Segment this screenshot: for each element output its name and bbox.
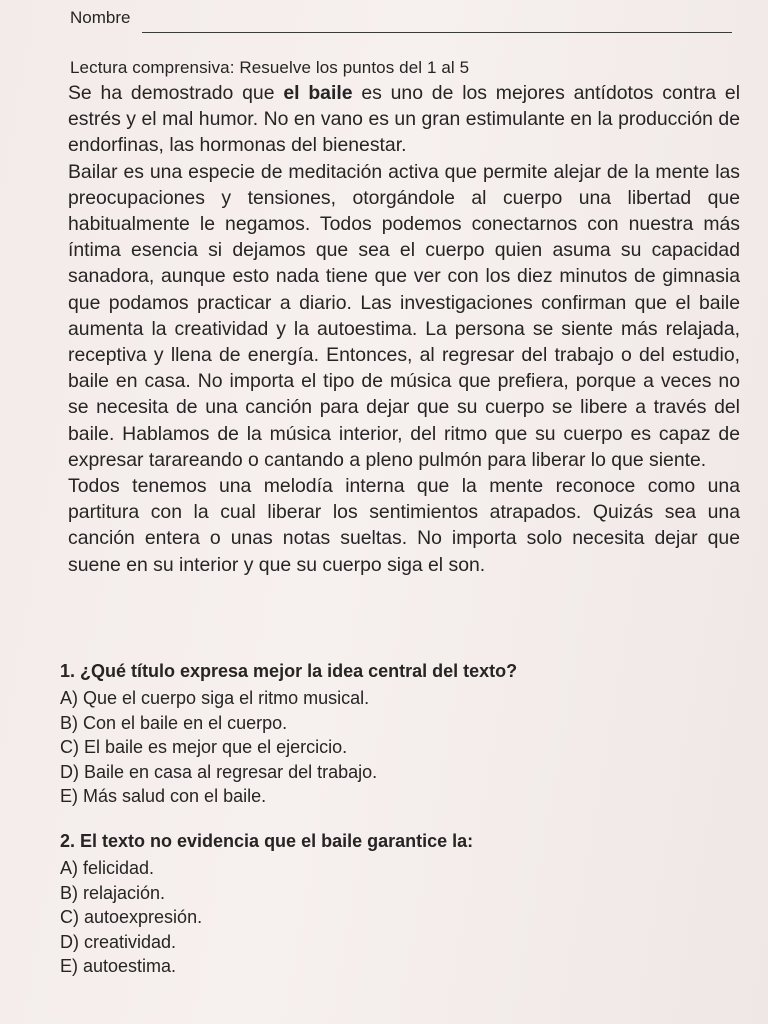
question-1-option-c[interactable]: C) El baile es mejor que el ejercicio.: [60, 737, 348, 757]
question-1-option-d[interactable]: D) Baile en casa al regresar del trabajo.: [60, 761, 378, 782]
question-2-title: 2. El texto no evidencia que el baile garantice la:: [60, 831, 474, 851]
reading-paragraph-1: [68, 80, 740, 159]
question-2-options: [60, 856, 740, 979]
question-1: [60, 659, 740, 809]
name-underline[interactable]: [142, 32, 732, 33]
question-1-title: 1. ¿Qué título expresa mejor la idea central del texto?: [60, 661, 518, 681]
reading-p1-before: Se ha demostrado que: [68, 82, 284, 104]
reading-p1-bold: el baile: [283, 82, 353, 104]
question-2: [60, 829, 740, 979]
reading-p1-after: es uno de los mejores antídotos contra el estrés y el mal humor. No en vano es un gran estimulante en la producción de endorfinas, las hormonas del bienestar.: [68, 82, 741, 157]
reading-paragraph-2: Bailar es una especie de meditación activa que permite alejar de la mente las preocupaciones y tensiones, otorgándole al cuerpo una libertad que habitualmente le negamos. Todos podemos conectarnos con nuestra más íntima esencia si dejamos que sea el cuerpo quien asuma su capacidad sanadora, aunque esto nada tiene que ver con los diez minutos de gimnasia que podamos practicar a diario. Las investigaciones confirman que el baile aumenta la creatividad y la autoestima. La persona se siente más relajada, receptiva y llena de energía. Entonces, al regresar del trabajo o del estudio, baile en casa. No importa el tipo de música que prefiera, porque a veces no se necesita de una canción para dejar que su cuerpo se libere a través del baile. Hablamos de la música interior, del ritmo que su cuerpo es capaz de expresar tarareando o cantando a pleno pulmón para liberar lo que siente.: [68, 160, 740, 471]
question-2-option-a[interactable]: A) felicidad.: [60, 858, 155, 878]
name-field[interactable]: [70, 8, 732, 36]
question-2-option-d[interactable]: D) creatividad.: [60, 931, 177, 952]
question-1-option-b[interactable]: B) Con el baile en el cuerpo.: [60, 712, 288, 733]
question-1-option-e[interactable]: E) Más salud con el baile.: [60, 786, 267, 806]
instructions-text: Lectura comprensiva: Resuelve los puntos del 1 al 5: [70, 58, 470, 77]
question-1-option-a[interactable]: A) Que el cuerpo siga el ritmo musical.: [60, 688, 370, 708]
reading-passage: [68, 80, 740, 578]
reading-paragraph-3: Todos tenemos una melodía interna que la mente reconoce como una partitura con la cual liberar los sentimientos atrapados. Quizás sea una canción entera o unas notas sueltas. No importa solo necesita dejar que suene en su interior y que su cuerpo siga el son.: [68, 475, 740, 576]
question-1-options: [60, 686, 740, 809]
name-label: Nombre: [70, 8, 131, 27]
question-2-option-e[interactable]: E) autoestima.: [60, 956, 177, 976]
question-2-option-c[interactable]: C) autoexpresión.: [60, 907, 203, 927]
question-2-option-b[interactable]: B) relajación.: [60, 882, 166, 903]
